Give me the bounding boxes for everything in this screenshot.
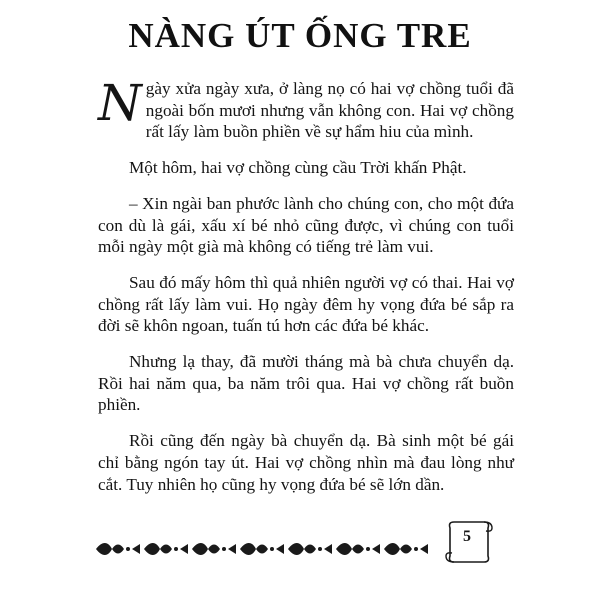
paragraph-1: [98, 74, 514, 143]
drop-cap: N: [98, 74, 142, 132]
page-number: 5: [463, 528, 471, 545]
paragraph-6: Rồi cũng đến ngày bà chuyển dạ. Bà sinh một bé gái chỉ bằng ngón tay út. Hai vợ chồng nhìn mà đau lòng như cắt. Tuy nhiên họ cũng hy vọng đứa bé sẽ lớn dần.: [98, 431, 514, 494]
paragraph-3: – Xin ngài ban phước lành cho chúng con, cho một đứa con dù là gái, xấu xí bé nhỏ cũng được, vì chúng con tuổi mỗi ngày một già mà không có tiếng trẻ làm vui.: [98, 193, 514, 257]
paragraph-5: Nhưng lạ thay, đã mười tháng mà bà chưa chuyển dạ. Rồi hai năm qua, ba năm trôi qua. Hai vợ chồng rất buồn phiền.: [98, 352, 514, 415]
paragraph-4: Sau đó mấy hôm thì quả nhiên người vợ có thai. Hai vợ chồng rất lấy làm vui. Họ ngày đêm hy vọng đứa bé sắp ra đời sẽ khôn ngoan, tuấn tú hơn các đứa bé khác.: [98, 272, 514, 336]
floral-border-icon: [96, 536, 436, 562]
paragraph-2: Một hôm, hai vợ chồng cùng cầu Trời khấn Phật.: [129, 158, 467, 178]
page-title: NÀNG ÚT ỐNG TRE: [128, 16, 472, 55]
story-text: [98, 74, 514, 509]
paragraph-1-text: gày xửa ngày xưa, ở làng nọ có hai vợ chồng tuổi đã ngoài bốn mươi nhưng vẫn không con. Hai vợ chồng rất lấy làm buồn phiền về sự hẩm hiu của mình.: [145, 79, 514, 142]
